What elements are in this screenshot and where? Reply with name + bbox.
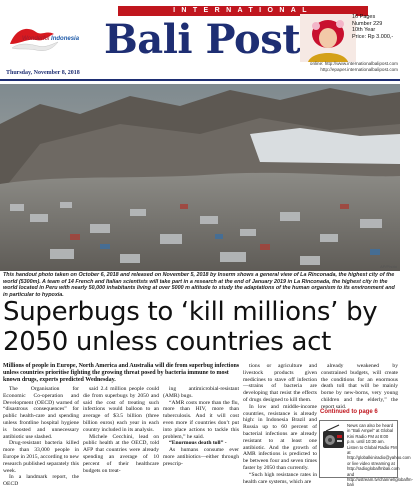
web-links [240, 61, 398, 72]
paragraph: The Organisation for Economic Co-operation and Development (OECD) warned of “disastrous consequences” for public health-care and spending unless frontline hospital hygiene is boosted and unnecessary antibiotic use slashed. [3, 386, 79, 440]
newspaper-title: Bali Post [104, 16, 301, 63]
paragraph: tions or agriculture and livestock products given medicines to stave off infection—strains of bacteria are developing that resist the effects of drugs designed to kill them. [243, 363, 317, 403]
publication-date: Thursday, November 8, 2018 [6, 70, 80, 76]
page-count: 16 Pages [352, 14, 376, 20]
article-column-5 [321, 363, 398, 411]
paragraph: Drug-resistant bacteria killed more than 33,000 people in Europe in 2015, according to new research published separately this week. [3, 440, 79, 474]
logo-tagline [22, 36, 79, 42]
radio-icon [322, 424, 345, 450]
masthead [0, 0, 400, 84]
paragraph: already weakened by constrained budgets, will create the conditions for an enormous death toll that will be mainly borne by new-borns, very young children and the elderly,” the report said. [321, 363, 398, 410]
edition-info [352, 14, 398, 40]
masthead-rule [0, 79, 400, 81]
continued-link[interactable]: Continued to page 6 [320, 409, 378, 415]
epaper-link[interactable]: http://epaper.internationalbalipost.com [320, 66, 398, 72]
logo-word-wonderful: Wonderful [22, 36, 50, 42]
paragraph: said 2.4 million people could die from superbugs by 2050 and said the cost of treating such infections would balloon to an average of $3.5 billion (three billion euros) each year in each country included in its analysis. [83, 386, 159, 433]
website-link[interactable]: online: http://www.internationalbalipost.com [309, 61, 398, 66]
paragraph: “AMR costs more than the flu, more than HIV, more than tuberculosis. And it will cost even more if countries don’t put into place actions to tackle this problem,” he said. [163, 399, 239, 440]
paragraph: “Such high resistance rates in health care systems, which are [243, 471, 317, 485]
logo-word-indonesia: Indonesia [51, 36, 80, 42]
article-column-3 [163, 386, 239, 468]
wonderful-indonesia-logo [6, 22, 66, 62]
international-band: INTERNATIONAL [118, 6, 368, 16]
price: Price: Rp 3.000,- [352, 33, 394, 40]
paragraph: In low and middle-income countries, resistance is already high: in Indonesia Brazil and Russia up to 60 percent of bacterial infections are already resistant to at least one antibiotic. And the growth of AMR infections is predicted to be between four and seven times faster by 2050 than currently. [243, 403, 317, 471]
paragraph: Michele Cecchini, lead on public health at the OECD, told AFP that countries were already spending an average of 10 percent of their healthcare budgets on treat- [83, 433, 159, 474]
article-column-4 [243, 363, 317, 485]
photo-credit: AP/Photo [380, 264, 397, 269]
photo-caption: This handout photo taken on October 6, 2018 and released on November 5, 2018 by Inserm shows a general view of La Rinconada, the highest city of the world (5300m). A team of 14 French and Italian scientists will take part in a research at the end of January 2019 in La Rinconada, the highest city in the world located in Peru with nearly 50,000 inhabitants living at over 5000 m altitude to study the adaptations of the human organism to its environment and in particular to hypoxia. [3, 272, 395, 298]
edition-year: 10th Year [352, 27, 376, 34]
article-column-2 [83, 386, 159, 474]
paragraph: In a landmark report, the OECD [3, 474, 79, 488]
paragraph: As humans consume ever more antibiotics—either through prescrip- [163, 447, 239, 467]
article-lede: Millions of people in Europe, North America and Australia will die from superbug infections unless countries prioritise fighting the growing threat posed by bacteria immune to most known drugs, experts predicted Wednesday. [3, 363, 240, 384]
portrait-illustration [300, 14, 356, 62]
paragraph: ing antimicrobial-resistant (AMR) bugs. [163, 386, 239, 399]
la-rinconada-photo [0, 84, 400, 271]
article-subhead: “Enormous death toll” - [169, 440, 227, 447]
article-column-1 [3, 386, 79, 488]
article-headline: Superbugs to ‘kill millions’ by 2050 unless countries act [3, 297, 378, 357]
issue-number: Number 229 [352, 20, 383, 27]
radio-notice-box [319, 420, 413, 488]
radio-notice-text: News can also be heard in “Bali Ampel” at Global Kini Radio FM at 8:00 p.m. until 10:30 am. Listen to Global Radio FM at http://globalkiniradio@yahoo.com or live video streaming at http://radioglobalfmbali.com and http://ustream.tv/channel/globalfm-bali [347, 423, 413, 488]
